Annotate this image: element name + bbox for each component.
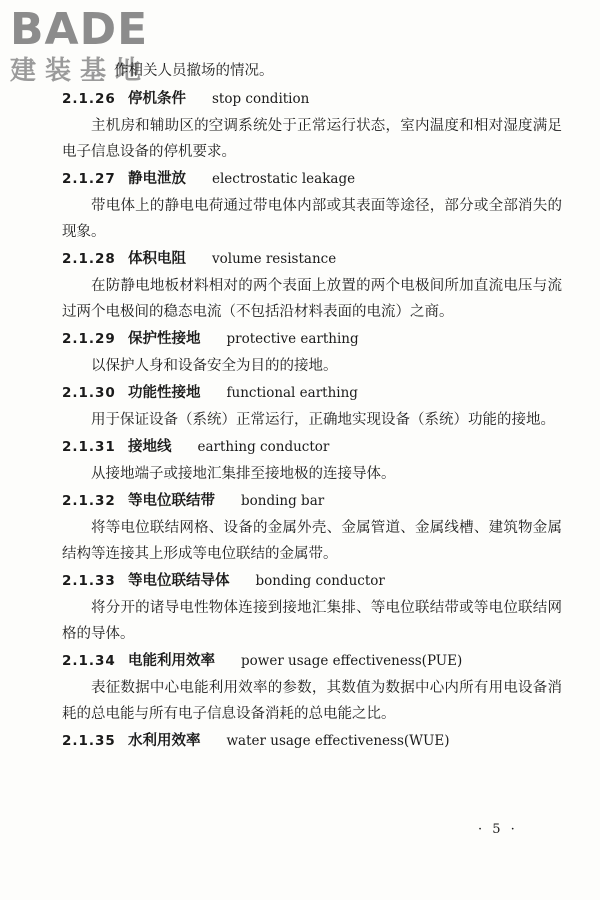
term-english: water usage effectiveness(WUE) <box>226 733 450 749</box>
term-number: 2.1.34 <box>62 653 116 669</box>
term-definition: 带电体上的静电电荷通过带电体内部或其表面等途径，部分或全部消失的现象。 <box>62 198 562 240</box>
term-english: functional earthing <box>226 385 358 401</box>
term-heading <box>62 166 562 192</box>
term-chinese: 体积电阻 <box>128 250 186 267</box>
term-number: 2.1.27 <box>62 171 116 187</box>
fragment-text: 作相关人员撤场的情况。 <box>114 63 274 79</box>
term-number: 2.1.28 <box>62 251 116 267</box>
term-chinese: 电能利用效率 <box>128 652 215 669</box>
term-english: power usage effectiveness(PUE) <box>241 653 463 669</box>
term-heading <box>62 488 562 514</box>
term-definition: 主机房和辅助区的空调系统处于正常运行状态，室内温度和相对湿度满足电子信息设备的停机要求。 <box>62 118 562 160</box>
term-number: 2.1.31 <box>62 439 116 455</box>
term-chinese: 静电泄放 <box>128 170 186 187</box>
term-definition: 将分开的诸导电性物体连接到接地汇集排、等电位联结带或等电位联结网格的导体。 <box>62 600 562 642</box>
term-english: bonding conductor <box>255 573 385 589</box>
term-number: 2.1.26 <box>62 91 116 107</box>
term-heading <box>62 728 562 754</box>
term-definition: 以保护人身和设备安全为目的的接地。 <box>91 358 338 374</box>
term-chinese: 保护性接地 <box>128 330 201 347</box>
term-chinese: 功能性接地 <box>128 384 201 401</box>
term-heading <box>62 86 562 112</box>
term-heading <box>62 434 562 460</box>
term-english: volume resistance <box>212 251 337 267</box>
logo-brand: BADE <box>10 4 149 55</box>
term-heading <box>62 648 562 674</box>
term-english: earthing conductor <box>197 439 330 455</box>
term-definition: 用于保证设备（系统）正常运行，正确地实现设备（系统）功能的接地。 <box>91 412 555 428</box>
term-heading <box>62 326 562 352</box>
term-number: 2.1.29 <box>62 331 116 347</box>
term-definition: 表征数据中心电能利用效率的参数，其数值为数据中心内所有用电设备消耗的总电能与所有电子信息设备消耗的总电能之比。 <box>62 680 562 722</box>
term-number: 2.1.35 <box>62 733 116 749</box>
term-english: protective earthing <box>226 331 359 347</box>
term-number: 2.1.30 <box>62 385 116 401</box>
term-chinese: 水利用效率 <box>128 732 201 749</box>
term-definition: 从接地端子或接地汇集排至接地极的连接导体。 <box>91 466 396 482</box>
term-chinese: 接地线 <box>128 438 172 455</box>
term-number: 2.1.33 <box>62 573 116 589</box>
term-chinese: 等电位联结带 <box>128 492 215 509</box>
term-definition: 将等电位联结网格、设备的金属外壳、金属管道、金属线槽、建筑物金属结构等连接其上形成等电位联结的金属带。 <box>62 520 562 562</box>
term-english: stop condition <box>212 91 310 107</box>
term-heading <box>62 246 562 272</box>
term-heading <box>62 568 562 594</box>
term-number: 2.1.32 <box>62 493 116 509</box>
term-chinese: 停机条件 <box>128 90 186 107</box>
document-page <box>62 58 562 755</box>
term-definition: 在防静电地板材料相对的两个表面上放置的两个电极间所加直流电压与流过两个电极间的稳态电流（不包括沿材料表面的电流）之商。 <box>62 278 562 320</box>
term-heading <box>62 380 562 406</box>
logo-brand-cn: 建装基地 <box>10 56 151 86</box>
term-english: bonding bar <box>241 493 325 509</box>
term-chinese: 等电位联结导体 <box>128 572 230 589</box>
page-number: · 5 · <box>478 822 518 837</box>
term-english: electrostatic leakage <box>212 171 356 187</box>
